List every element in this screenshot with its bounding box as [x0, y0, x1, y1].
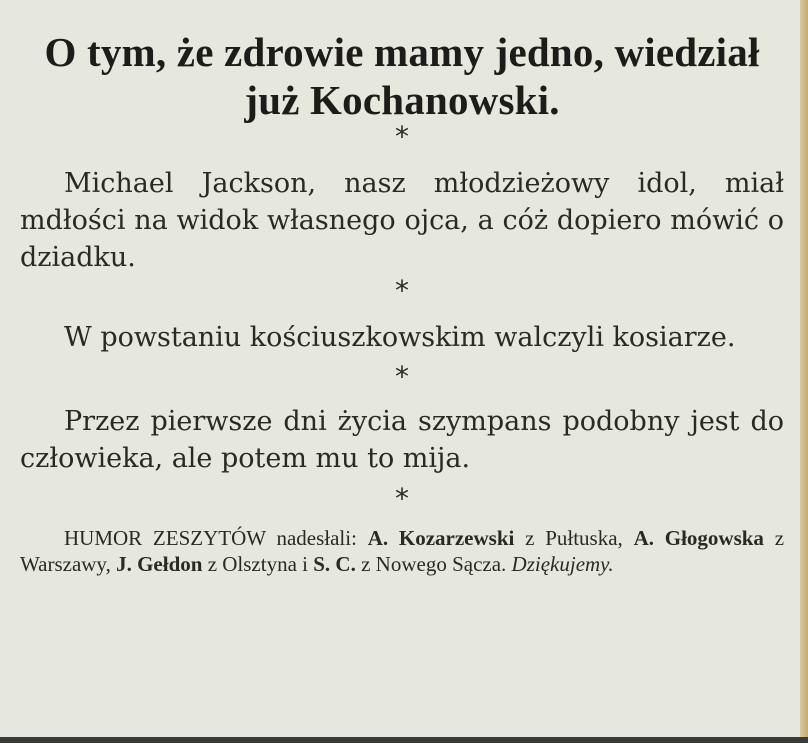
contributor-place: z Warszawy, [20, 526, 785, 576]
paragraph-chimpanzee: Przez pierwsze dni życia szympans podobny jest do człowieka, ale potem mu to mija. [20, 406, 784, 474]
contributor-place: z Pułtuska, [525, 526, 623, 550]
article-column [20, 28, 784, 577]
separator-star: * [395, 120, 409, 153]
contributor-place: z Olsztyna i [207, 552, 308, 576]
thanks-text: Dziękujemy. [511, 552, 614, 576]
separator-star: * [395, 274, 409, 307]
separator-star: * [395, 360, 409, 393]
page-edge-right [800, 0, 808, 743]
contributor-name: A. Kozarzewski [367, 526, 515, 550]
paragraph-kosciuszko: W powstaniu kościuszkowskim walczyli kosiarze. [64, 322, 736, 353]
contributor-name: A. Głogowska [633, 526, 764, 550]
contributor-name: S. C. [313, 552, 356, 576]
separator-star: * [395, 482, 409, 515]
paragraph-jackson: Michael Jackson, nasz młodzieżowy idol, miał mdłości na widok własnego ojca, a cóż dopiero mówić o dziadku. [20, 168, 784, 273]
credits [20, 525, 784, 577]
page-edge-bottom [0, 737, 808, 743]
headline: O tym, że zdrowie mamy jedno, wiedział już Kochanowski. [44, 29, 760, 123]
contributor-place: z Nowego Sącza. [361, 552, 507, 576]
contributor-name: J. Gełdon [116, 552, 203, 576]
credits-lead: HUMOR ZESZYTÓW nadesłali: [64, 526, 357, 550]
